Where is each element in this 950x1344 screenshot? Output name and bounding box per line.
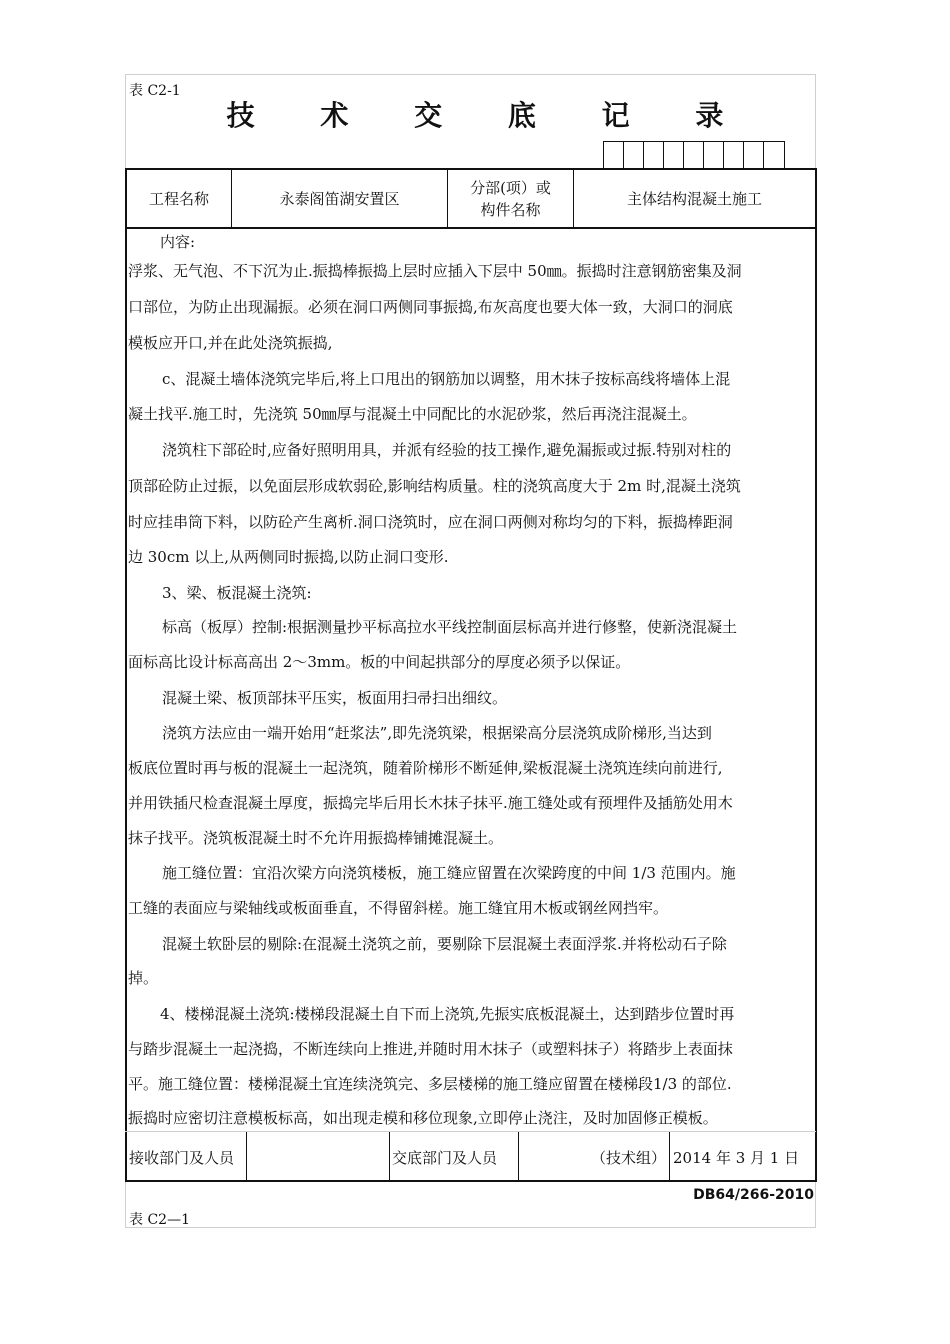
- content-line: 抹子找平。浇筑板混凝土时不允许用振捣棒铺摊混凝土。: [128, 829, 504, 847]
- handover-date: 2014 年 3 月 1 日: [673, 1149, 800, 1167]
- footer-row-top-line: [125, 1131, 816, 1132]
- footer-divider-3: [518, 1132, 519, 1182]
- content-line: 浇筑柱下部砼时,应备好照明用具，并派有经验的技工操作,避免漏振或过振.特别对柱的: [162, 441, 732, 459]
- content-line: 口部位，为防止出现漏振。必须在洞口两侧同事振捣,布灰高度也要大体一致，大洞口的洞底: [128, 298, 733, 316]
- footer-divider-4: [669, 1132, 670, 1182]
- content-label: 内容:: [160, 233, 196, 251]
- receive-dept-label: 接收部门及人员: [129, 1149, 235, 1167]
- content-line: 平。施工缝位置：楼梯混凝土宜连续浇筑完、多层楼梯的施工缝应留置在楼梯段1/3 的部位.: [128, 1075, 732, 1093]
- code-box: [764, 142, 784, 169]
- content-line: 工缝的表面应与梁轴线或板面垂直，不得留斜槎。施工缝宜用木板或钢丝网挡牢。: [128, 899, 669, 917]
- code-box: [664, 142, 684, 169]
- content-line: 振捣时应密切注意模板标高，如出现走模和移位现象,立即停止浇注，及时加固修正模板。: [128, 1109, 718, 1127]
- content-line: 顶部砼防止过振，以免面层形成软弱砼,影响结构质量。柱的浇筑高度大于 2m 时,混凝土浇筑: [128, 477, 741, 495]
- content-line: 浮浆、无气泡、不下沉为止.振捣棒振捣上层时应插入下层中 50㎜。振捣时注意钢筋密集及洞: [128, 262, 742, 280]
- footer-divider-2: [389, 1132, 390, 1182]
- content-line: 板底位置时再与板的混凝土一起浇筑，随着阶梯形不断延伸,梁板混凝土浇筑连续向前进行,: [128, 759, 723, 777]
- form-number-bottom: 表 C2—1: [129, 1212, 190, 1228]
- handover-group: （技术组）: [590, 1149, 666, 1167]
- code-box: [724, 142, 744, 169]
- part-name-label: [448, 170, 573, 227]
- project-name-value: 永泰阁笛湖安置区: [279, 189, 400, 208]
- code-box: [604, 142, 624, 169]
- info-row-bottom-border: [125, 227, 817, 229]
- content-line: 模板应开口,并在此处浇筑振捣,: [128, 334, 333, 352]
- page-title: 技 术 交 底 记 录: [226, 99, 752, 132]
- content-line: 3、梁、板混凝土浇筑:: [162, 584, 312, 602]
- code-box: [644, 142, 664, 169]
- frame-bottom-line: [125, 1227, 816, 1228]
- handover-dept-label: 交底部门及人员: [392, 1149, 498, 1167]
- content-line: c、混凝土墙体浇筑完毕后,将上口甩出的钢筋加以调整，用木抹子按标高线将墙体上混: [162, 370, 731, 388]
- code-box: [704, 142, 724, 169]
- table-right-border: [815, 168, 817, 1181]
- content-line: 并用铁插尺检查混凝土厚度，振捣完毕后用长木抹子抹平.施工缝处或有预埋件及插筋处用木: [128, 794, 733, 812]
- project-name-label: 工程名称: [148, 189, 209, 208]
- content-line: 浇筑方法应由一端开始用“赶浆法”,即先浇筑梁，根据梁高分层浇筑成阶梯形,当达到: [162, 724, 712, 742]
- content-line: 面标高比设计标高高出 2～3mm。板的中间起拱部分的厚度必须予以保证。: [128, 653, 631, 671]
- document-code-boxes: [603, 141, 785, 169]
- footer-divider-1: [246, 1132, 247, 1182]
- code-box: [624, 142, 644, 169]
- content-line: 掉。: [128, 969, 159, 987]
- content-line: 标高（板厚）控制:根据测量抄平标高拉水平线控制面层标高并进行修整，使新浇混凝土: [162, 618, 738, 636]
- table-left-border: [125, 168, 127, 1181]
- content-line: 凝土找平.施工时，先浇筑 50㎜厚与混凝土中同配比的水泥砂浆，然后再浇注混凝土。: [128, 405, 697, 423]
- code-box: [684, 142, 704, 169]
- standard-code: DB64/266-2010: [693, 1187, 814, 1203]
- code-box: [744, 142, 764, 169]
- part-label-line-1: 分部(项）或: [470, 178, 551, 197]
- table-bottom-border: [125, 1180, 817, 1182]
- content-line: 与踏步混凝土一起浇捣，不断连续向上推进,并随时用木抹子（或塑料抹子）将踏步上表面抹: [128, 1040, 733, 1058]
- content-line: 混凝土梁、板顶部抹平压实，板面用扫帚扫出细纹。: [162, 689, 508, 707]
- content-line: 施工缝位置：宜沿次梁方向浇筑楼板，施工缝应留置在次梁跨度的中间 1/3 范围内。施: [162, 864, 736, 882]
- part-name-value: 主体结构混凝土施工: [626, 189, 762, 208]
- frame-top-line: [125, 74, 816, 75]
- content-line: 4、楼梯混凝土浇筑:楼梯段混凝土自下而上浇筑,先振实底板混凝土，达到踏步位置时再: [160, 1005, 735, 1023]
- content-line: 混凝土软卧层的剔除:在混凝土浇筑之前，要剔除下层混凝土表面浮浆.并将松动石子除: [162, 935, 727, 953]
- content-line: 边 30cm 以上,从两侧同时振捣,以防止洞口变形.: [128, 548, 449, 566]
- form-number-top: 表 C2-1: [129, 83, 181, 99]
- part-label-line-2: 构件名称: [480, 200, 541, 219]
- content-line: 时应挂串筒下料，以防砼产生离析.洞口浇筑时，应在洞口两侧对称均匀的下料，振捣棒距洞: [128, 513, 733, 531]
